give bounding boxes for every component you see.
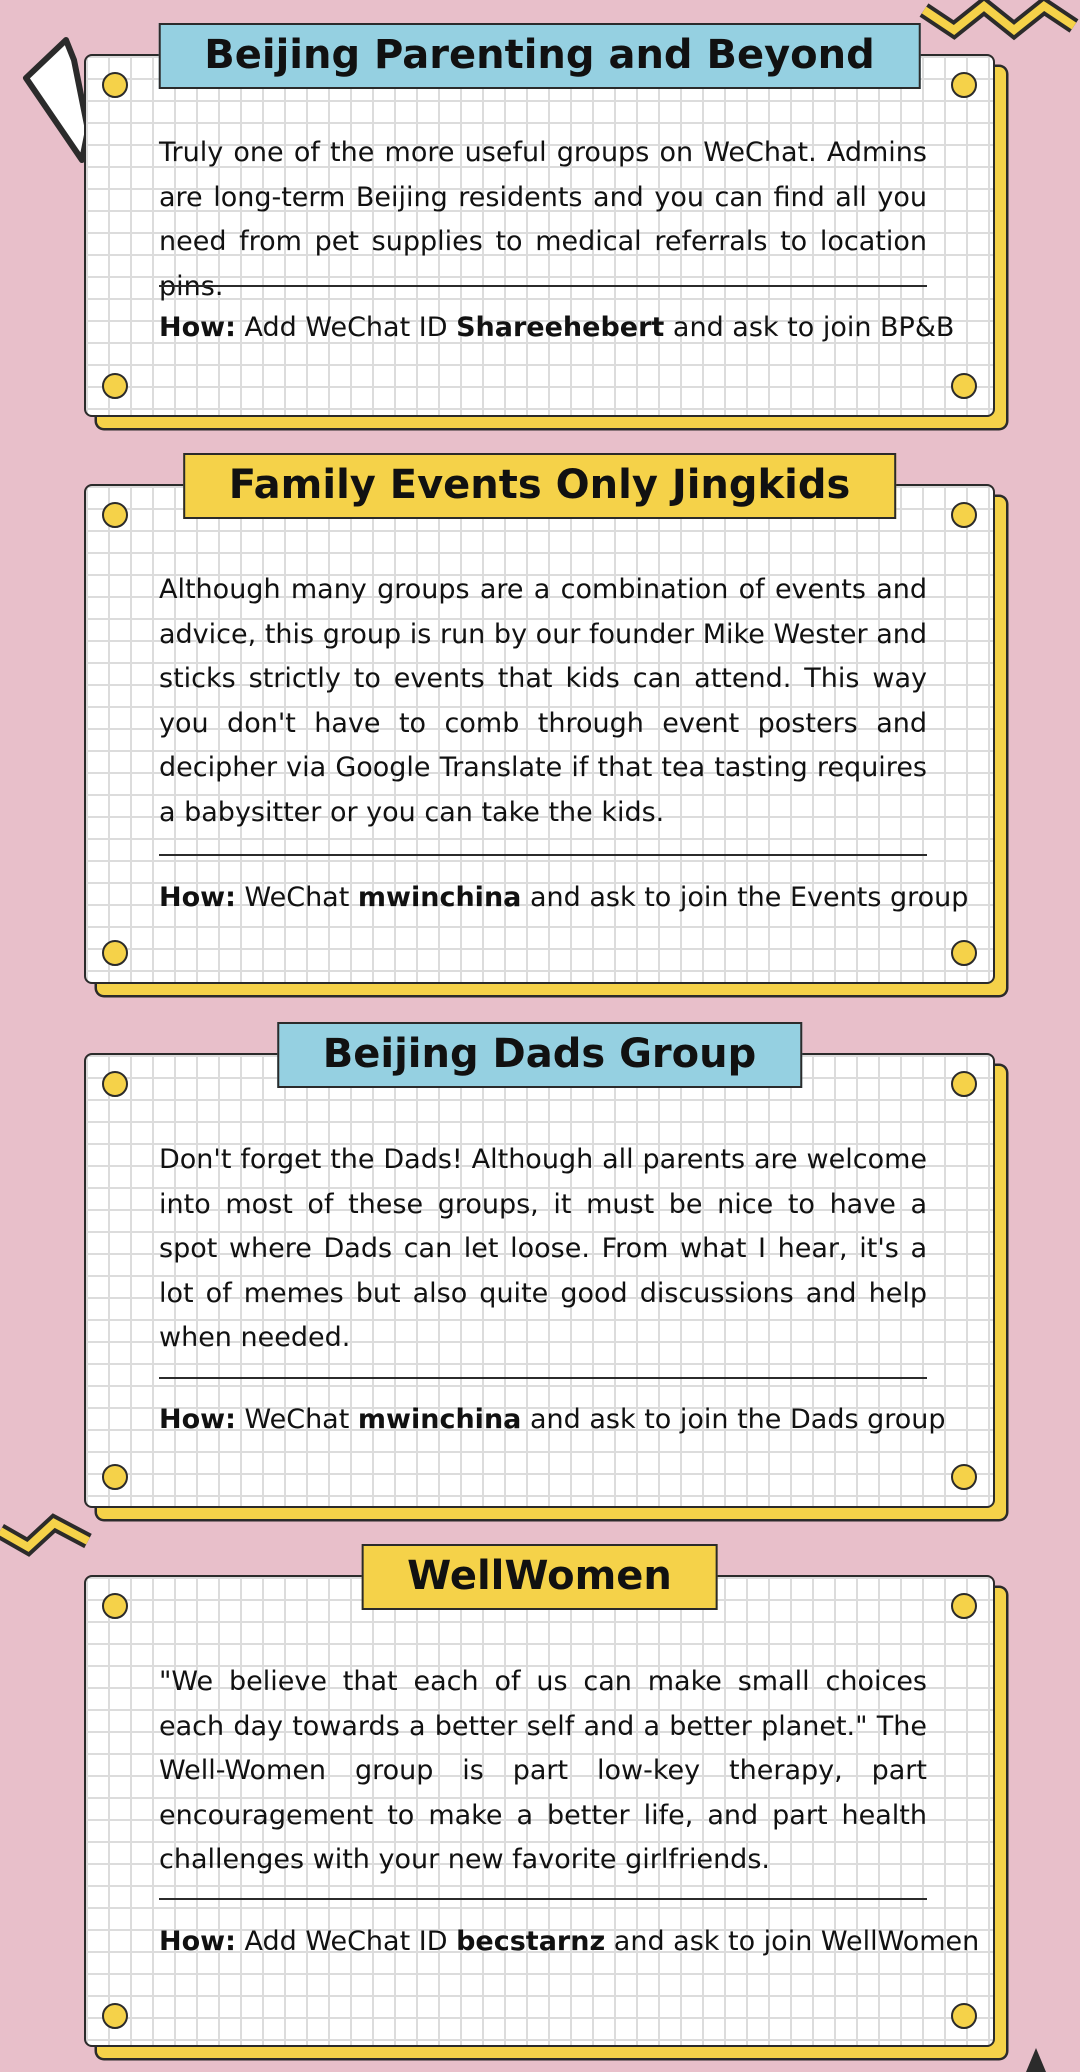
pin-decoration <box>951 72 977 98</box>
how-to-join <box>159 1402 953 1438</box>
how-instruction-post: and ask to join the Events group <box>529 882 969 913</box>
divider <box>159 1898 927 1900</box>
card-title: WellWomen <box>361 1544 718 1610</box>
pin-decoration <box>102 2003 128 2029</box>
group-card-beijing-parenting <box>84 32 995 417</box>
pin-decoration <box>102 1464 128 1490</box>
zigzag-left-decoration <box>0 1505 100 1565</box>
pin-decoration <box>951 940 977 966</box>
pin-decoration <box>102 940 128 966</box>
wechat-id[interactable]: mwinchina <box>357 1404 522 1435</box>
card-title: Beijing Parenting and Beyond <box>158 23 921 89</box>
wechat-id[interactable]: Shareehebert <box>456 312 665 343</box>
divider <box>159 1377 927 1379</box>
wechat-id[interactable]: mwinchina <box>357 882 522 913</box>
pin-decoration <box>951 1593 977 1619</box>
how-label: How: <box>159 1404 236 1435</box>
group-card-beijing-dads <box>84 1031 995 1508</box>
paper-corner-decoration <box>14 30 94 170</box>
pin-decoration <box>102 1071 128 1097</box>
how-instruction-pre: Add WeChat ID <box>244 312 448 343</box>
corner-triangle-decoration <box>1016 2044 1066 2072</box>
pin-decoration <box>951 2003 977 2029</box>
how-to-join <box>159 880 969 916</box>
how-label: How: <box>159 1926 236 1957</box>
pin-decoration <box>951 1071 977 1097</box>
group-card-family-events <box>84 462 995 984</box>
pin-decoration <box>102 502 128 528</box>
how-instruction-post: and ask to join WellWomen <box>613 1926 980 1957</box>
card-description: "We believe that each of us can make small choices each day towards a better self and a better planet." The Well-Women group is part low-key therapy, part encouragement to make a better life, and part health challenges with your new favorite girlfriends. <box>159 1666 927 1875</box>
wechat-id[interactable]: becstarnz <box>456 1926 606 1957</box>
pin-decoration <box>102 1593 128 1619</box>
card-description: Don't forget the Dads! Although all parents are welcome into most of these groups, it must be nice to have a spot where Dads can let loose. From what I hear, it's a lot of memes but also quite good discussions and help when needed. <box>159 1144 927 1353</box>
divider <box>159 854 927 856</box>
how-instruction-pre: WeChat <box>244 1404 350 1435</box>
pin-decoration <box>102 373 128 399</box>
card-title: Family Events Only Jingkids <box>183 453 897 519</box>
pin-decoration <box>951 373 977 399</box>
how-instruction-post: and ask to join BP&B <box>672 312 955 343</box>
how-label: How: <box>159 882 236 913</box>
divider <box>159 285 927 287</box>
how-instruction-pre: WeChat <box>244 882 350 913</box>
pin-decoration <box>951 502 977 528</box>
group-card-wellwomen <box>84 1553 995 2047</box>
how-instruction-post: and ask to join the Dads group <box>529 1404 946 1435</box>
card-description: Truly one of the more useful groups on WeChat. Admins are long-term Beijing residents and you can find all you need from pet supplies to medical referrals to location pins. <box>159 137 927 302</box>
how-label: How: <box>159 312 236 343</box>
how-instruction-pre: Add WeChat ID <box>244 1926 448 1957</box>
zigzag-top-right-decoration <box>918 0 1080 60</box>
card-title: Beijing Dads Group <box>277 1022 803 1088</box>
pin-decoration <box>102 72 128 98</box>
how-to-join <box>159 1924 980 1960</box>
card-description: Although many groups are a combination of events and advice, this group is run by our founder Mike Wester and sticks strictly to events that kids can attend. This way you don't have to comb through event posters and decipher via Google Translate if that tea tasting requires a babysitter or you can take the kids. <box>159 574 927 828</box>
how-to-join <box>159 310 953 346</box>
pin-decoration <box>951 1464 977 1490</box>
